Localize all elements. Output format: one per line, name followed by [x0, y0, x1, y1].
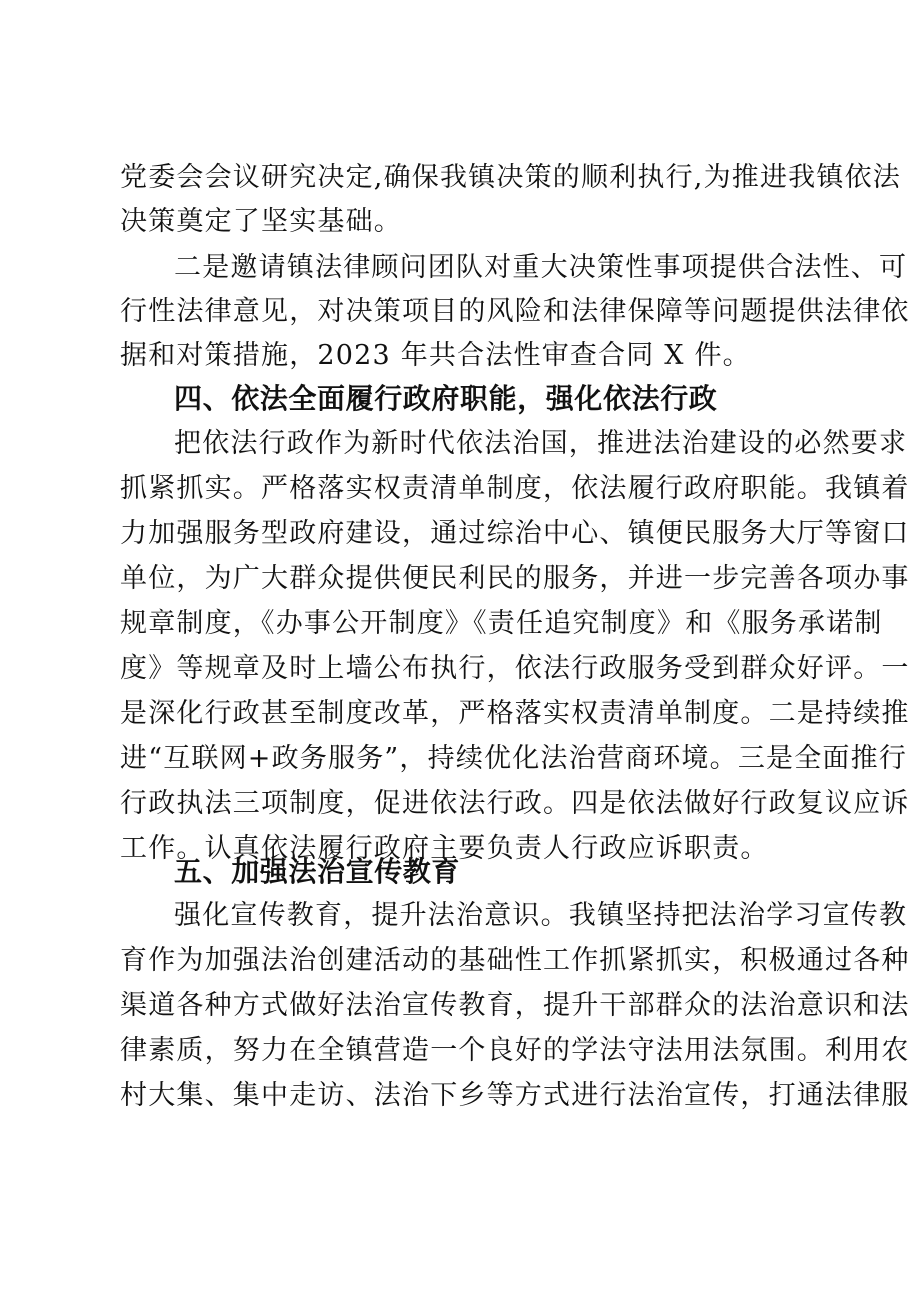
paragraph-line: 二是邀请镇法律顾问团队对重大决策性事项提供合法性、可 — [174, 252, 908, 283]
paragraph-line: 规章制度，《办事公开制度》《责任追究制度》和《服务承诺制 — [120, 608, 883, 639]
paragraph-line: 进“互联网+政务服务”，持续优化法治营商环境。三是全面推行 — [120, 743, 908, 774]
section-heading-four: 四、依法全面履行政府职能，强化依法行政 — [174, 382, 718, 415]
paragraph-line: 据和对策措施，2023 年共合法性审查合同 X 件。 — [120, 340, 751, 371]
paragraph-line: 育作为加强法治创建活动的基础性工作抓紧抓实，积极通过各种 — [120, 945, 910, 976]
paragraph-line: 村大集、集中走访、法治下乡等方式进行法治宣传，打通法律服 — [120, 1080, 910, 1111]
paragraph-line: 度》等规章及时上墙公布执行，依法行政服务受到群众好评。一 — [120, 653, 910, 684]
paragraph-line: 力加强服务型政府建设，通过综治中心、镇便民服务大厅等窗口 — [120, 518, 910, 549]
section-heading-five: 五、加强法治宣传教育 — [174, 855, 461, 888]
paragraph-line: 渠道各种方式做好法治宣传教育，提升干部群众的法治意识和法 — [120, 990, 910, 1021]
paragraph-line: 单位，为广大群众提供便民利民的服务，并进一步完善各项办事 — [120, 563, 910, 594]
paragraph-line: 抓紧抓实。严格落实权责清单制度，依法履行政府职能。我镇着 — [120, 473, 910, 504]
paragraph-line: 工作。认真依法履行政府主要负责人行政应诉职责。 — [120, 833, 769, 864]
paragraph-line: 把依法行政作为新时代依法治国，推进法治建设的必然要求 — [174, 428, 908, 459]
paragraph-line: 党委会会议研究决定,确保我镇决策的顺利执行,为推进我镇依法 — [120, 162, 901, 193]
paragraph-line: 律素质，努力在全镇营造一个良好的学法守法用法氛围。利用农 — [120, 1035, 910, 1066]
paragraph-line: 决策奠定了坚实基础。 — [120, 206, 402, 237]
paragraph-line: 是深化行政甚至制度改革，严格落实权责清单制度。二是持续推 — [120, 698, 910, 729]
paragraph-line: 行性法律意见，对决策项目的风险和法律保障等问题提供法律依 — [120, 296, 910, 327]
paragraph-line: 强化宣传教育，提升法治意识。我镇坚持把法治学习宣传教 — [174, 900, 908, 931]
paragraph-line: 行政执法三项制度，促进依法行政。四是依法做好行政复议应诉 — [120, 788, 910, 819]
